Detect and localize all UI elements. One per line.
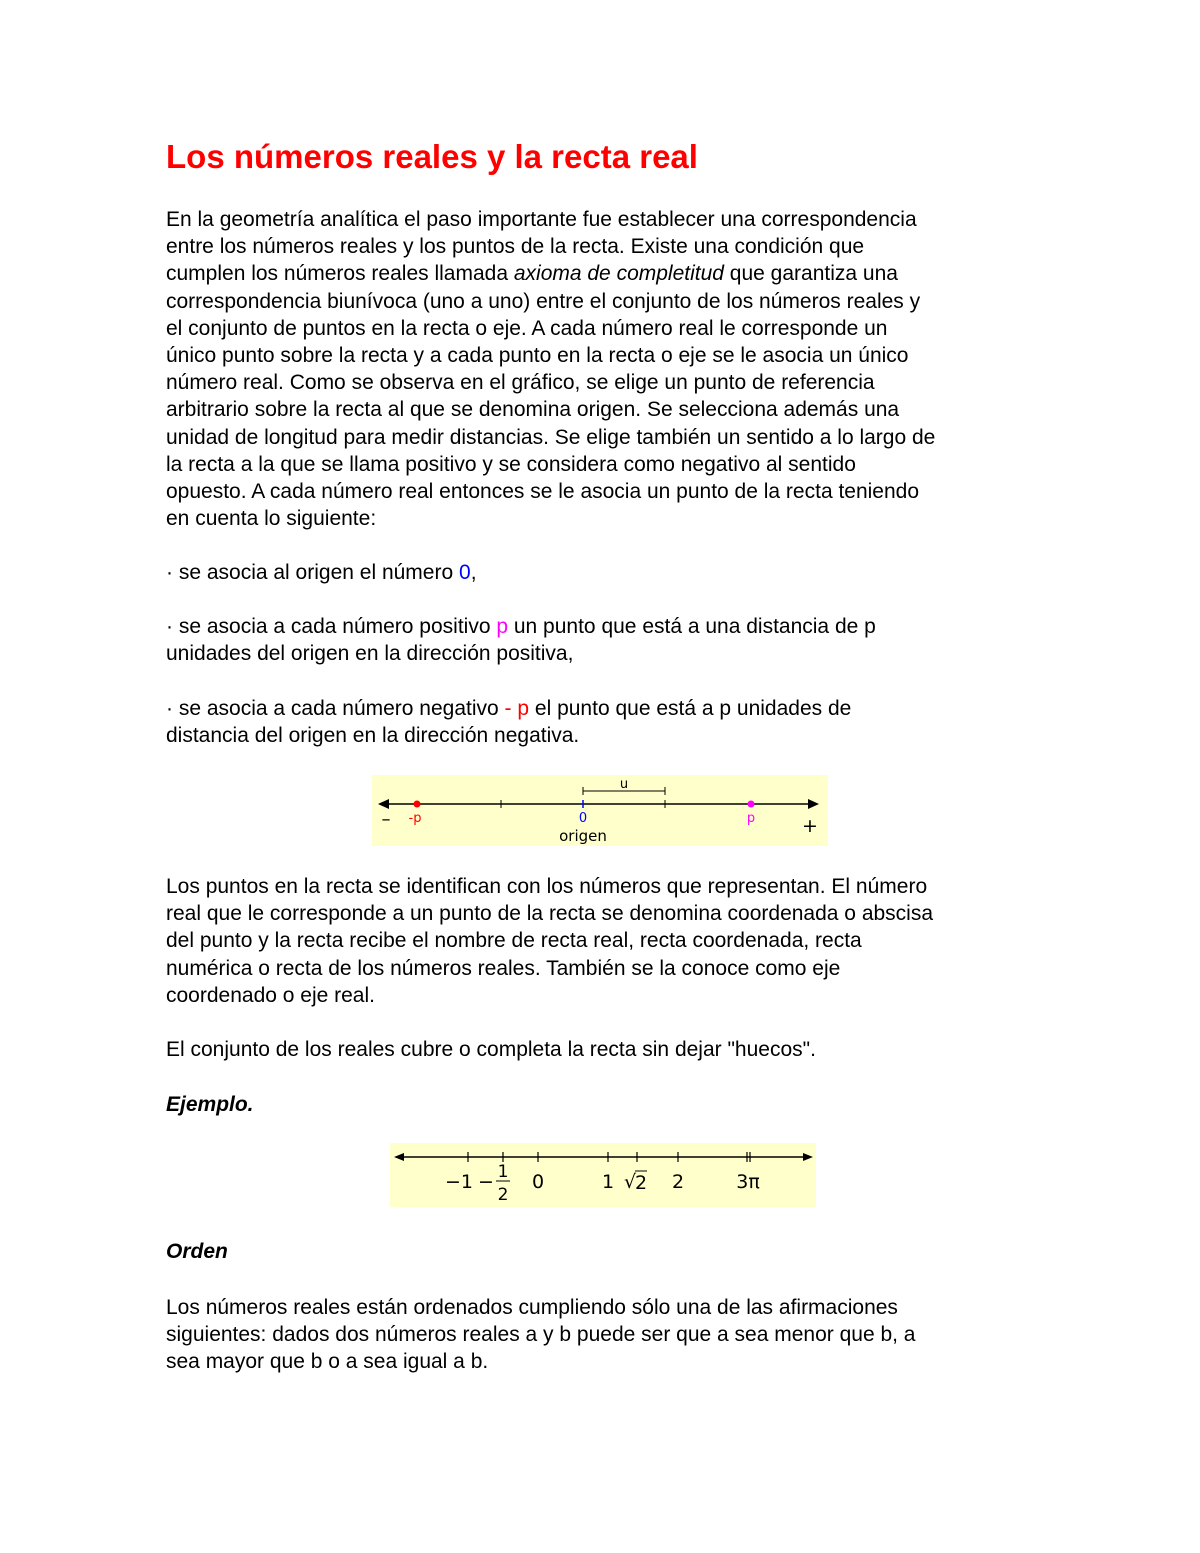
zero-value: 0 xyxy=(459,561,471,584)
intro-line: opuesto. A cada número real entonces se le asocia un punto de la recta teniendo xyxy=(166,480,920,504)
label-three-pi: 3π xyxy=(736,1171,760,1193)
label-zero: 0 xyxy=(531,1171,545,1193)
example-number-line-svg xyxy=(390,1143,816,1207)
origin-label: origen xyxy=(559,827,607,845)
positive-p-value: p xyxy=(496,615,509,638)
intro-line: entre los números reales y los puntos de la recta. Existe una condición que xyxy=(166,235,865,259)
intro-line: cumplen los números reales llamada axioma de completitud que garantiza una xyxy=(166,262,898,286)
label-minus-one: −1 xyxy=(444,1171,474,1193)
intro-line: correspondencia biunívoca (uno a uno) entre el conjunto de los números reales y xyxy=(166,289,921,313)
left-arrow-icon xyxy=(394,1153,404,1161)
label-one: 1 xyxy=(601,1171,615,1193)
label-half-denominator: 2 xyxy=(497,1185,509,1205)
completeness-paragraph: El conjunto de los reales cubre o completa la recta sin dejar "huecos". xyxy=(166,1038,816,1061)
intro-line: en cuenta lo siguiente: xyxy=(166,507,377,531)
number-line-figure xyxy=(372,775,828,846)
label-sqrt-arg: 2 xyxy=(634,1172,648,1194)
label-half-numerator: 1 xyxy=(497,1162,509,1182)
axiom-term: axioma de completitud xyxy=(513,262,724,286)
intro-line: unidad de longitud para medir distancias. Se elige también un sentido a lo largo de xyxy=(166,425,936,449)
intro-line: el conjunto de puntos en la recta o eje. A cada número real le corresponde un xyxy=(166,316,888,340)
bullet-positive: · se asocia a cada número positivo p un punto que está a una distancia de p unidades del origen en la dirección positiva, xyxy=(166,615,876,666)
zero-label: 0 xyxy=(578,811,588,826)
bullet-negative: · se asocia a cada número negativo - p el punto que está a p unidades de distancia del origen en la dirección negativa. xyxy=(166,697,852,748)
intro-paragraph xyxy=(166,206,1066,532)
right-arrow-icon xyxy=(803,1153,813,1161)
intro-line: En la geometría analítica el paso importante fue establecer una correspondencia xyxy=(166,208,917,231)
number-line-svg xyxy=(372,775,828,846)
order-paragraph: Los números reales están ordenados cumpliendo sólo una de las afirmaciones siguientes: dados dos números reales a y b puede ser que a sea menor que b, a sea mayor que b o a sea igual a b. xyxy=(166,1296,916,1374)
neg-point-dot xyxy=(414,801,421,808)
intro-line: número real. Como se observa en el gráfico, se elige un punto de referencia xyxy=(166,371,875,395)
minus-sign: – xyxy=(381,809,391,830)
right-arrow-icon xyxy=(808,799,819,809)
coordinate-paragraph: Los puntos en la recta se identifican con los números que representan. El número real que le corresponde a un punto de la recta se denomina coordenada o abscisa del punto y la recta recibe el nombre de recta real, recta coordenada, recta numérica o recta de los números reales. También se la conoce como eje coordenado o eje real. xyxy=(166,875,934,1007)
left-arrow-icon xyxy=(378,799,389,809)
label-two: 2 xyxy=(671,1171,685,1193)
unit-label: u xyxy=(619,777,629,792)
page-title: Los números reales y la recta real xyxy=(166,138,698,175)
neg-point-label: -p xyxy=(408,811,422,826)
pos-point-dot xyxy=(748,801,755,808)
example-number-line-figure xyxy=(390,1143,816,1207)
bullet-origin: · se asocia al origen el número 0, xyxy=(166,561,477,584)
intro-line: la recta a la que se llama positivo y se considera como negativo al sentido xyxy=(166,452,856,476)
label-sqrt-symbol: √ xyxy=(623,1171,637,1193)
order-heading: Orden xyxy=(166,1240,228,1263)
intro-line: único punto sobre la recta y a cada punto en la recta o eje se le asocia un único xyxy=(166,344,909,368)
pos-point-label: p xyxy=(746,811,756,826)
negative-p-value: - p xyxy=(504,697,530,720)
intro-line: arbitrario sobre la recta al que se denomina origen. Se selecciona además una xyxy=(166,398,900,422)
example-heading: Ejemplo. xyxy=(166,1093,254,1116)
label-half-minus-sign: − xyxy=(478,1171,494,1193)
plus-sign: + xyxy=(802,815,818,837)
